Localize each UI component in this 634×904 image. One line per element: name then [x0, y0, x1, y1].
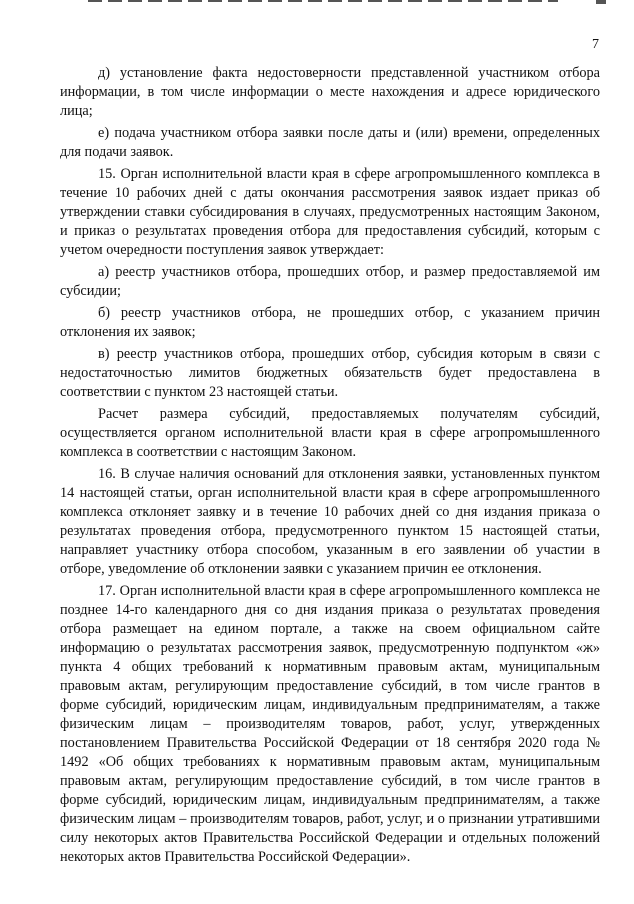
paragraph-item-a: а) реестр участников отбора, прошедших отбор, и размер предоставляемой им субсидии; — [60, 264, 600, 299]
paragraph-item-e: е) подача участником отбора заявки после даты и (или) времени, определенных для подачи заявок. — [60, 125, 600, 160]
paragraph-subsidy-calculation: Расчет размера субсидий, предоставляемых получателям субсидий, осуществляется органом исполнительной власти края в сфере агропромышленного комплекса в соответствии с настоящим Законом. — [60, 406, 600, 460]
paragraph-item-b: б) реестр участников отбора, не прошедших отбор, с указанием причин отклонения их заявок; — [60, 305, 600, 340]
paragraph-item-v: в) реестр участников отбора, прошедших отбор, субсидия которым в связи с недостаточностью лимитов бюджетных обязательств будет предоставлена в соответствии с пунктом 23 настоящей статьи. — [60, 346, 600, 400]
paragraph-clause-15: 15. Орган исполнительной власти края в сфере агропромышленного комплекса в течение 10 рабочих дней с даты окончания рассмотрения заявок издает приказ об утверждении ставки субсидирования в случаях, предусмотренных настоящим Законом, и приказ о результатах проведения отбора для предоставления субсидий, которым с учетом очередности поступления заявок утверждает: — [60, 166, 600, 258]
page-number: 7 — [592, 37, 599, 52]
paragraph-clause-16: 16. В случае наличия оснований для отклонения заявки, установленных пунктом 14 настоящей статьи, орган исполнительной власти края в сфере агропромышленного комплекса отклоняет заявку и в течение 10 рабочих дней со дня издания приказа о результатах проведения отбора, предусмотренного пунктом 15 настоящей статьи, направляет участнику отбора способом, указанным в его заявлении об участии в отборе, уведомление об отклонении заявки с указанием причин ее отклонения. — [60, 466, 600, 577]
paragraph-clause-17: 17. Орган исполнительной власти края в сфере агропромышленного комплекса не позднее 14-го календарного дня со дня издания приказа о результатах проведения отбора размещает на едином портале, а также на своем официальном сайте информацию о результатах рассмотрения заявок, предусмотренную подпунктом «ж» пункта 4 общих требований к нормативным правовым актам, муниципальным правовым актам, регулирующим предоставление субсидий, в том числе грантов в форме субсидий, юридическим лицам, индивидуальным предпринимателям, а также физическим лицам – производителям товаров, работ, услуг, утвержденных постановлением Правительства Российской Федерации от 18 сентября 2020 года № 1492 «Об общих требованиях к нормативным правовым актам, муниципальным правовым актам, регулирующим предоставление субсидий, в том числе грантов в форме субсидий, юридическим лицам, индивидуальным предпринимателям, а также физическим лицам – производителям товаров, работ, услуг, и о признании утратившими силу некоторых актов Правительства Российской Федерации и отдельных положений некоторых актов Правительства Российской Федерации». — [60, 583, 600, 865]
paragraph-item-d: д) установление факта недостоверности представленной участником отбора информации, в том числе информации о месте нахождения и адресе юридического лица; — [60, 65, 600, 119]
scan-top-edge — [88, 0, 558, 2]
document-body — [60, 64, 600, 867]
scan-corner-mark — [596, 0, 606, 4]
